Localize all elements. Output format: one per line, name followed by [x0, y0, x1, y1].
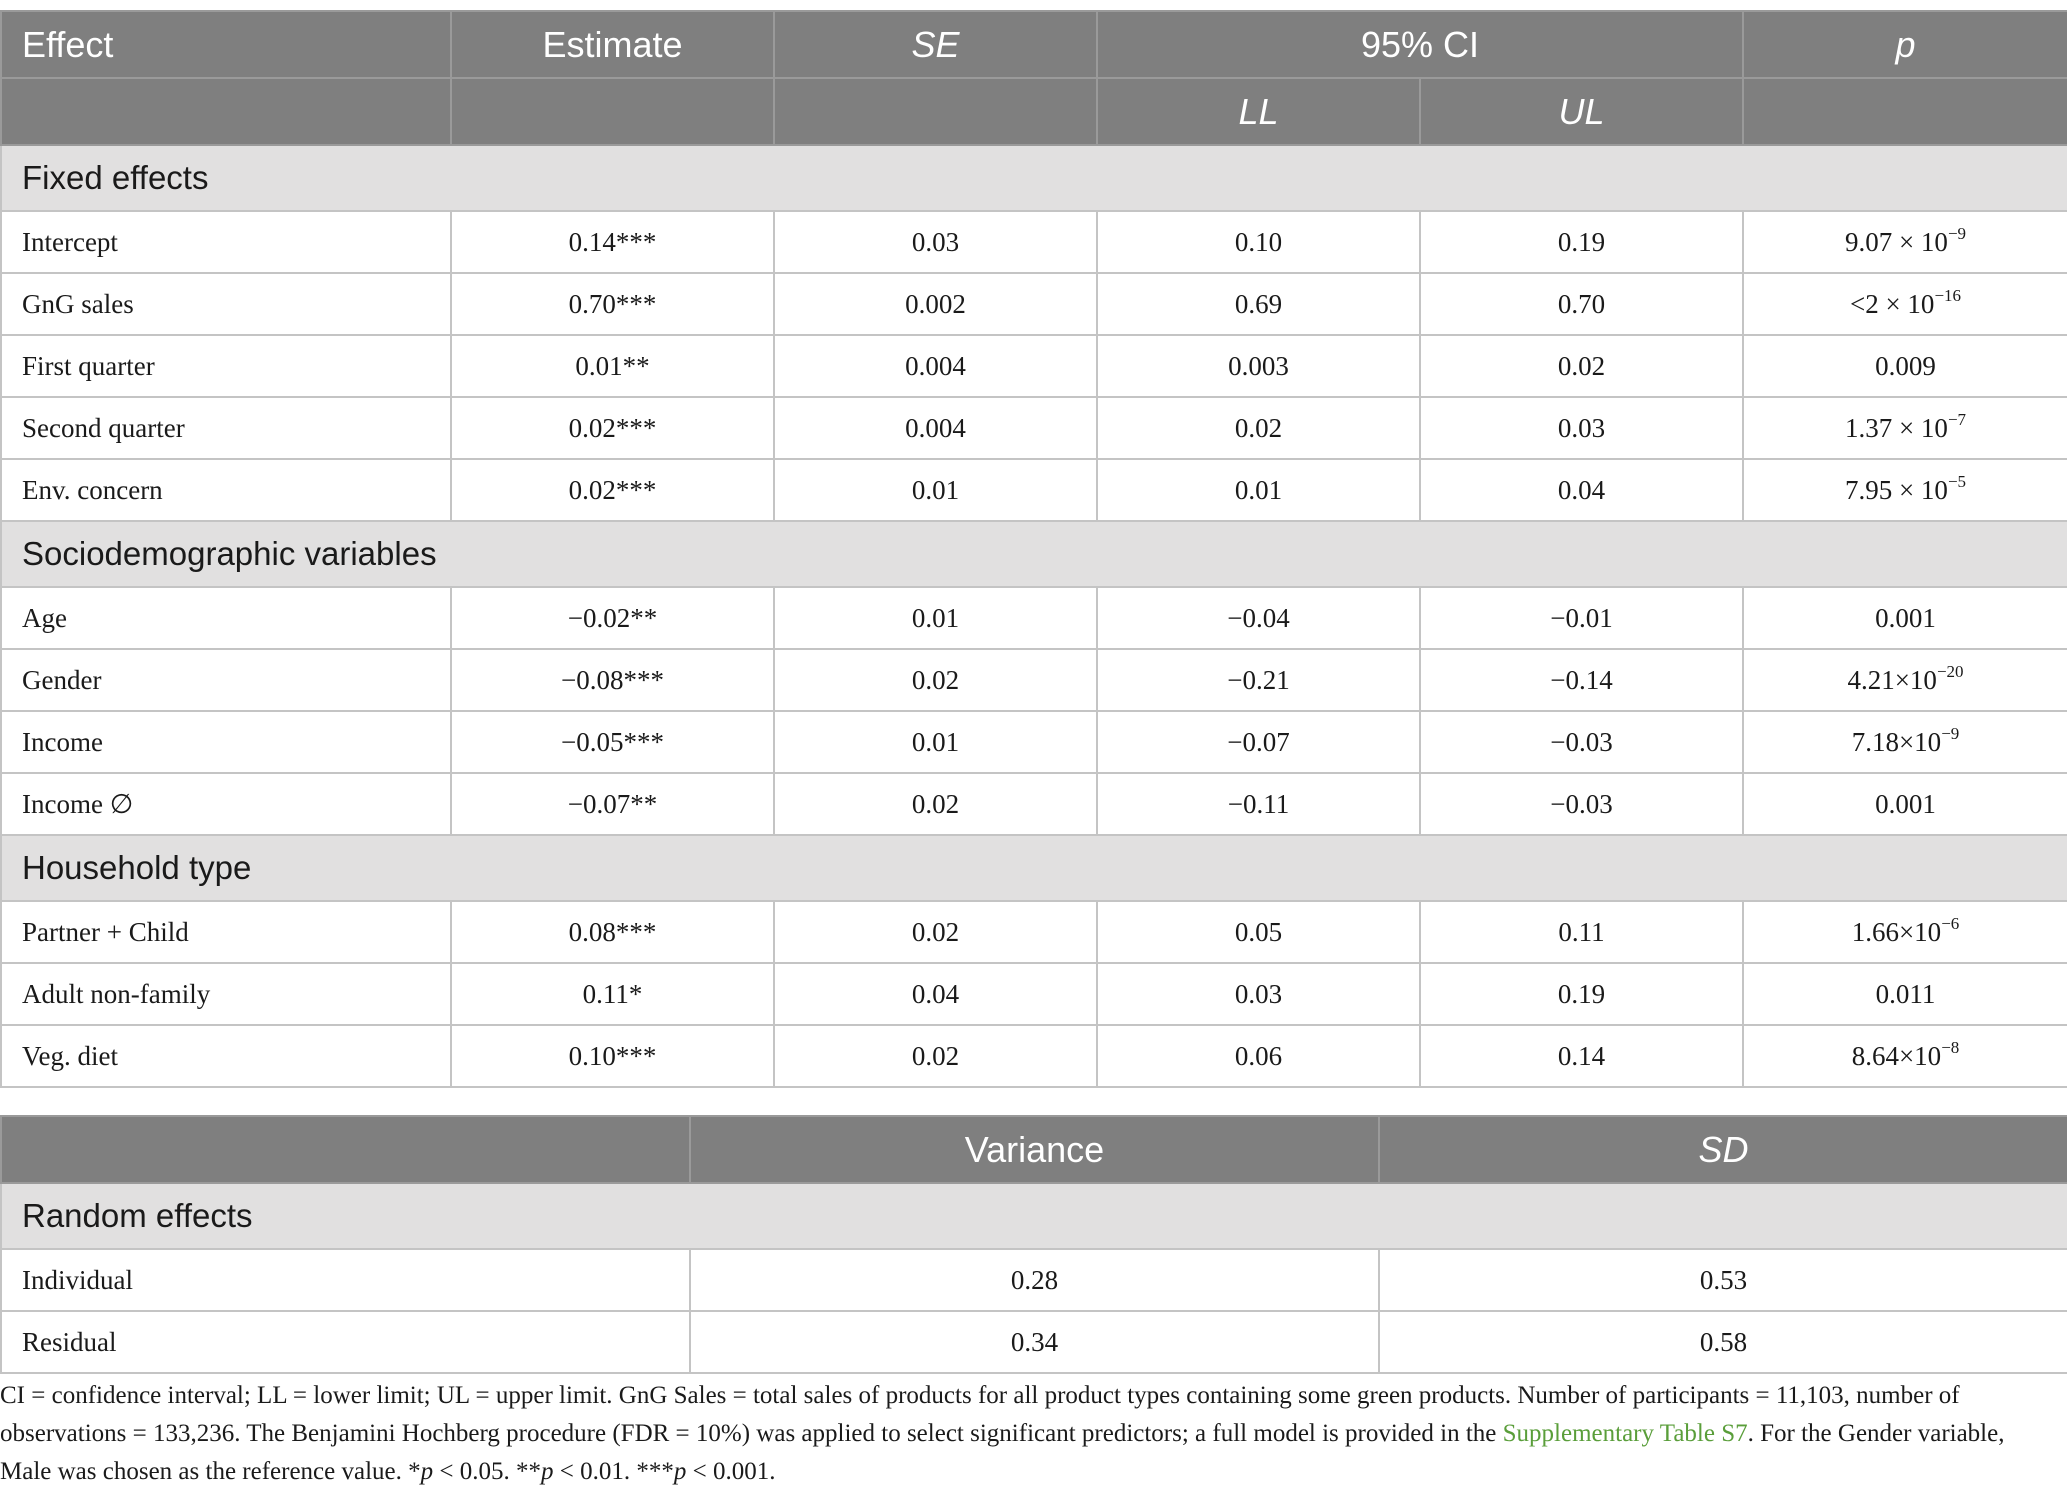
footnote-text: . For the Gender variable, Male was chosen as the reference value. * [0, 1420, 2005, 1485]
random-table-body [1, 1183, 2067, 1373]
p-exponent: −5 [1947, 471, 1967, 491]
section-title: Household type [1, 835, 2067, 901]
header-blank [1, 78, 451, 145]
ul-cell: 0.11 [1420, 901, 1743, 963]
ul-cell: −0.14 [1420, 649, 1743, 711]
se-cell: 0.02 [774, 1025, 1097, 1087]
se-cell: 0.04 [774, 963, 1097, 1025]
footnote-text: < 0.001. [686, 1458, 776, 1485]
effect-cell: Gender [1, 649, 451, 711]
sd-cell: 0.58 [1379, 1311, 2067, 1373]
effect-cell: Individual [1, 1249, 690, 1311]
p-value: <2 × 10 [1849, 288, 1935, 319]
se-cell: 0.03 [774, 211, 1097, 273]
ul-cell: 0.03 [1420, 397, 1743, 459]
se-cell: 0.004 [774, 397, 1097, 459]
p-exponent: −7 [1947, 409, 1967, 429]
header-ll: LL [1097, 78, 1420, 145]
header-p: p [1743, 11, 2067, 78]
effect-cell: Income ∅ [1, 773, 451, 835]
se-cell: 0.02 [774, 773, 1097, 835]
estimate-cell: −0.05*** [451, 711, 774, 773]
p-symbol: p [541, 1458, 554, 1485]
estimate-cell: 0.02*** [451, 397, 774, 459]
p-cell [1743, 335, 2067, 397]
effect-cell: Adult non-family [1, 963, 451, 1025]
ul-cell: −0.03 [1420, 773, 1743, 835]
variance-cell: 0.28 [690, 1249, 1379, 1311]
effect-cell: Age [1, 587, 451, 649]
footnote-text: CI = confidence interval; LL = lower limit; UL = upper limit. GnG Sales = total sales of products for all product types containing some green products. Number of participants = 11,103, number of observations = 133,236. The Benjamini Hochberg procedure (FDR = 10%) was applied to select significant predictors; a full model is provided in the [0, 1382, 1960, 1447]
table-row [1, 963, 2067, 1025]
header-blank [451, 78, 774, 145]
p-symbol: p [420, 1458, 434, 1485]
p-value: 8.64×10 [1851, 1040, 1942, 1071]
effect-cell: Partner + Child [1, 901, 451, 963]
estimate-cell: 0.01** [451, 335, 774, 397]
p-cell [1743, 459, 2067, 521]
effect-cell: GnG sales [1, 273, 451, 335]
ll-cell: −0.04 [1097, 587, 1420, 649]
p-cell [1743, 649, 2067, 711]
header-se: SE [774, 11, 1097, 78]
table-row [1, 649, 2067, 711]
p-exponent: −9 [1947, 223, 1967, 243]
p-symbol: p [673, 1458, 687, 1485]
p-cell [1743, 773, 2067, 835]
estimate-cell: −0.02** [451, 587, 774, 649]
p-value: 0.009 [1875, 350, 1936, 381]
header-blank [1743, 78, 2067, 145]
p-value: 1.37 × 10 [1844, 412, 1948, 443]
se-cell: 0.004 [774, 335, 1097, 397]
section-row [1, 521, 2067, 587]
p-value: 1.66×10 [1851, 916, 1942, 947]
se-cell: 0.01 [774, 459, 1097, 521]
p-value: 0.001 [1875, 602, 1936, 633]
estimate-cell: 0.11* [451, 963, 774, 1025]
ll-cell: 0.003 [1097, 335, 1420, 397]
estimate-cell: 0.02*** [451, 459, 774, 521]
header-variance: Variance [690, 1116, 1379, 1183]
estimate-cell: 0.08*** [451, 901, 774, 963]
section-row [1, 145, 2067, 211]
estimate-cell: 0.70*** [451, 273, 774, 335]
table-row [1, 1249, 2067, 1311]
estimate-cell: 0.14*** [451, 211, 774, 273]
p-cell [1743, 901, 2067, 963]
p-exponent: −20 [1936, 661, 1964, 681]
ul-cell: 0.70 [1420, 273, 1743, 335]
ul-cell: −0.01 [1420, 587, 1743, 649]
footnote-text: < 0.01. *** [553, 1458, 674, 1485]
ul-cell: 0.14 [1420, 1025, 1743, 1087]
p-value: 9.07 × 10 [1844, 226, 1948, 257]
ll-cell: −0.21 [1097, 649, 1420, 711]
se-cell: 0.02 [774, 649, 1097, 711]
estimate-cell: −0.08*** [451, 649, 774, 711]
table-header [1, 11, 2067, 145]
effect-cell: First quarter [1, 335, 451, 397]
table-row [1, 211, 2067, 273]
ll-cell: 0.10 [1097, 211, 1420, 273]
p-cell [1743, 1025, 2067, 1087]
p-value: 7.95 × 10 [1844, 474, 1948, 505]
header-ci: 95% CI [1097, 11, 1743, 78]
section-title: Random effects [1, 1183, 2067, 1249]
sd-cell: 0.53 [1379, 1249, 2067, 1311]
se-cell: 0.01 [774, 587, 1097, 649]
section-title: Fixed effects [1, 145, 2067, 211]
se-cell: 0.01 [774, 711, 1097, 773]
header-effect: Effect [1, 11, 451, 78]
table-row [1, 1025, 2067, 1087]
random-table-header [1, 1116, 2067, 1183]
supplementary-table-link[interactable]: Supplementary Table S7 [1502, 1420, 1748, 1447]
regression-table [0, 10, 2067, 1088]
p-exponent: −6 [1941, 913, 1960, 933]
table-row [1, 273, 2067, 335]
table-row [1, 397, 2067, 459]
ul-cell: 0.02 [1420, 335, 1743, 397]
se-cell: 0.02 [774, 901, 1097, 963]
p-cell [1743, 211, 2067, 273]
ll-cell: 0.69 [1097, 273, 1420, 335]
table-row [1, 587, 2067, 649]
p-value: 0.001 [1875, 788, 1936, 819]
ll-cell: 0.02 [1097, 397, 1420, 459]
effect-cell: Residual [1, 1311, 690, 1373]
estimate-cell: 0.10*** [451, 1025, 774, 1087]
table-row [1, 711, 2067, 773]
ul-cell: 0.04 [1420, 459, 1743, 521]
effect-cell: Veg. diet [1, 1025, 451, 1087]
random-effects-table [0, 1115, 2067, 1374]
header-blank [774, 78, 1097, 145]
p-value: 0.011 [1875, 978, 1936, 1009]
ul-cell: 0.19 [1420, 963, 1743, 1025]
p-cell [1743, 587, 2067, 649]
table-row [1, 901, 2067, 963]
table-row [1, 335, 2067, 397]
effect-cell: Income [1, 711, 451, 773]
effect-cell: Env. concern [1, 459, 451, 521]
section-title: Sociodemographic variables [1, 521, 2067, 587]
p-exponent: −8 [1941, 1037, 1960, 1057]
footnote-text: < 0.05. ** [433, 1458, 541, 1485]
effect-cell: Intercept [1, 211, 451, 273]
ll-cell: 0.06 [1097, 1025, 1420, 1087]
table-row [1, 1311, 2067, 1373]
effect-cell: Second quarter [1, 397, 451, 459]
table-footnote [0, 1377, 2050, 1491]
ll-cell: −0.11 [1097, 773, 1420, 835]
estimate-cell: −0.07** [451, 773, 774, 835]
ul-cell: 0.19 [1420, 211, 1743, 273]
p-cell [1743, 963, 2067, 1025]
header-blank [1, 1116, 690, 1183]
p-cell [1743, 711, 2067, 773]
ll-cell: 0.03 [1097, 963, 1420, 1025]
ll-cell: 0.05 [1097, 901, 1420, 963]
p-cell [1743, 397, 2067, 459]
p-cell [1743, 273, 2067, 335]
header-ul: UL [1420, 78, 1743, 145]
p-value: 7.18×10 [1851, 726, 1942, 757]
p-exponent: −9 [1941, 723, 1960, 743]
variance-cell: 0.34 [690, 1311, 1379, 1373]
header-estimate: Estimate [451, 11, 774, 78]
p-exponent: −16 [1934, 285, 1962, 305]
ul-cell: −0.03 [1420, 711, 1743, 773]
section-row [1, 1183, 2067, 1249]
table-row [1, 773, 2067, 835]
table-body [1, 145, 2067, 1087]
header-sd: SD [1379, 1116, 2067, 1183]
se-cell: 0.002 [774, 273, 1097, 335]
section-row [1, 835, 2067, 901]
p-value: 4.21×10 [1847, 664, 1937, 695]
ll-cell: −0.07 [1097, 711, 1420, 773]
table-row [1, 459, 2067, 521]
ll-cell: 0.01 [1097, 459, 1420, 521]
